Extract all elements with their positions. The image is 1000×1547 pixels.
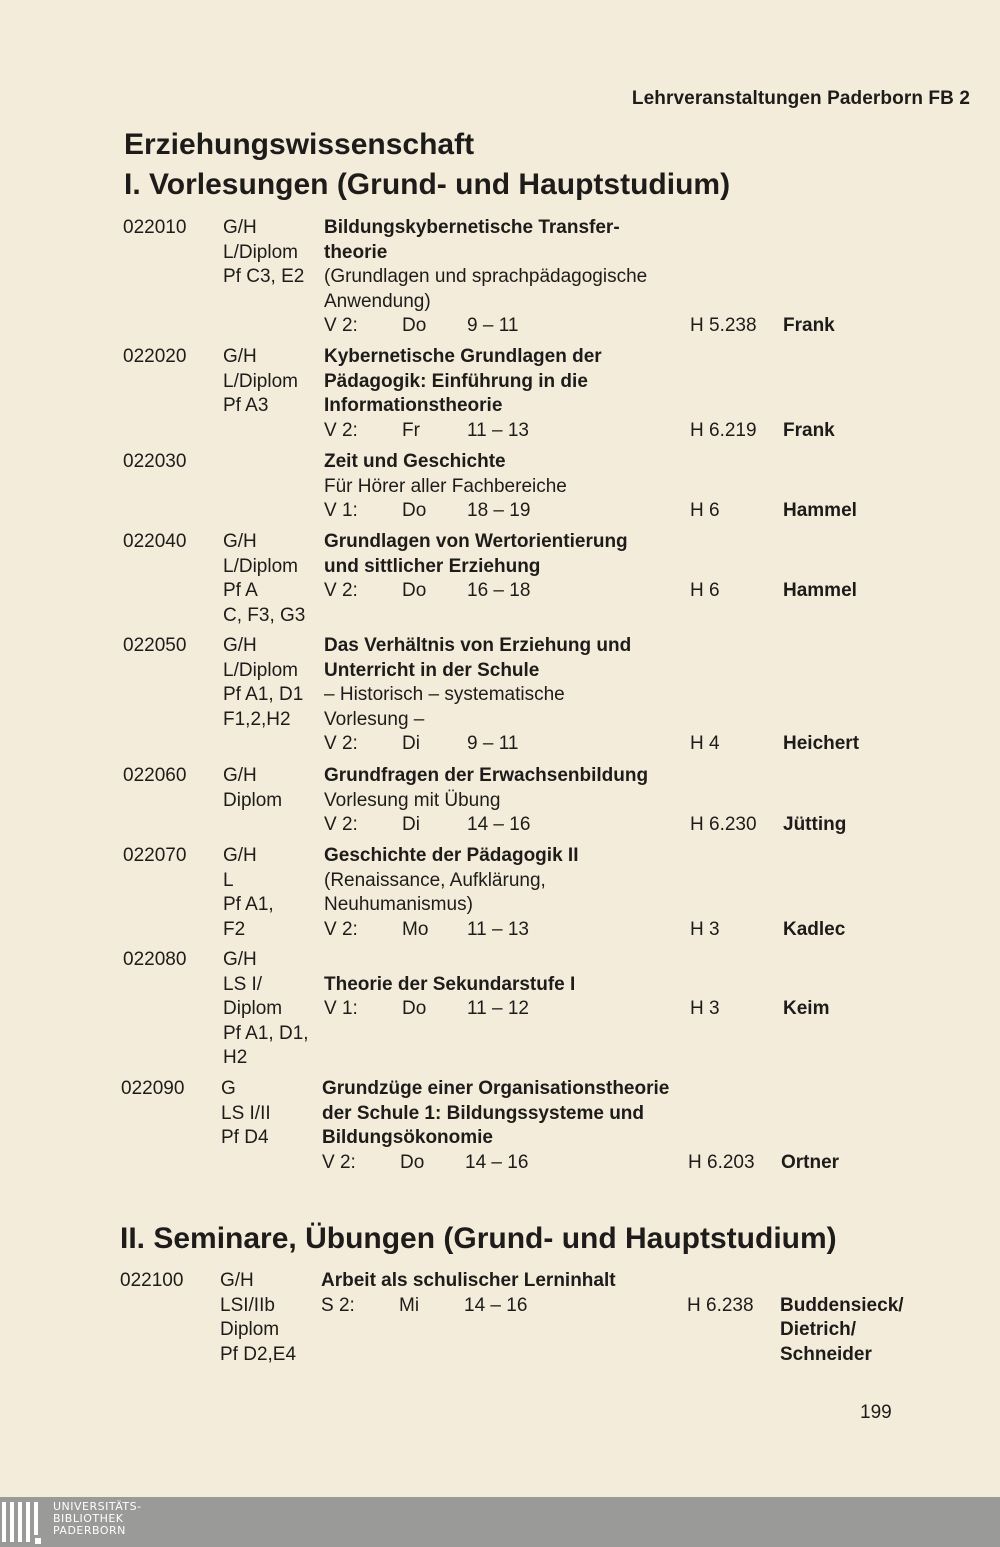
course-group: L/Diplom bbox=[223, 370, 298, 392]
course-lecturer: Dietrich/ bbox=[780, 1319, 857, 1341]
course-group: Diplom bbox=[223, 789, 283, 811]
course-group: L bbox=[223, 869, 234, 891]
logo-line: BIBLIOTHEK bbox=[53, 1512, 124, 1525]
section-title-lectures: I. Vorlesungen (Grund- und Hauptstudium) bbox=[124, 168, 731, 201]
course-day: Do bbox=[402, 580, 427, 602]
course-room: H 6 bbox=[690, 500, 720, 522]
course-line bbox=[0, 997, 1000, 1022]
course-line bbox=[0, 1151, 998, 1176]
course-group: G/H bbox=[223, 765, 257, 786]
course-lecturer: Jütting bbox=[783, 814, 847, 836]
course-group: G/H bbox=[223, 217, 257, 238]
course-lecturer: Heichert bbox=[783, 733, 860, 755]
course-title: Bildungsökonomie bbox=[322, 1127, 493, 1149]
course-group: L/Diplom bbox=[223, 659, 298, 681]
course-entry bbox=[0, 450, 1000, 524]
course-room: H 6.230 bbox=[690, 814, 757, 836]
course-title: Grundlagen von Wertorientierung bbox=[324, 531, 628, 552]
course-title: Bildungskybernetische Transfer- bbox=[324, 217, 620, 238]
course-line bbox=[0, 1294, 997, 1319]
course-group: G bbox=[221, 1078, 236, 1099]
course-entry bbox=[0, 844, 1000, 942]
course-day: Do bbox=[402, 500, 427, 522]
course-line bbox=[0, 948, 1000, 973]
course-line bbox=[0, 634, 1000, 659]
course-time: 9 – 11 bbox=[467, 733, 519, 755]
course-time: 18 – 19 bbox=[467, 500, 531, 522]
course-line bbox=[0, 683, 1000, 708]
course-line bbox=[0, 419, 1000, 444]
course-number: 022100 bbox=[120, 1270, 184, 1291]
course-day: Fr bbox=[402, 419, 420, 441]
course-room: H 6 bbox=[690, 580, 720, 602]
course-room: H 6.219 bbox=[690, 419, 757, 441]
course-day: Mi bbox=[399, 1294, 420, 1316]
course-note: (Grundlagen und sprachpädagogische bbox=[324, 266, 648, 288]
section-title-seminars: II. Seminare, Übungen (Grund- und Hauptstudium) bbox=[120, 1222, 837, 1255]
course-line bbox=[0, 764, 1000, 789]
course-day: Do bbox=[402, 315, 427, 337]
course-line bbox=[0, 973, 1000, 998]
course-line bbox=[0, 604, 1000, 629]
course-line bbox=[0, 1126, 998, 1151]
course-group: C, F3, G3 bbox=[223, 604, 306, 626]
course-entry bbox=[0, 1077, 998, 1175]
course-type: V 2: bbox=[324, 315, 358, 337]
course-room: H 3 bbox=[690, 998, 720, 1020]
course-line bbox=[0, 579, 1000, 604]
course-time: 16 – 18 bbox=[467, 580, 531, 602]
course-title: Theorie der Sekundarstufe I bbox=[324, 973, 576, 995]
course-type: V 2: bbox=[324, 419, 358, 441]
course-group: Pf A1, bbox=[223, 894, 274, 916]
course-group: F1,2,H2 bbox=[223, 708, 291, 730]
course-number: 022090 bbox=[121, 1078, 185, 1099]
course-group: Pf A bbox=[223, 580, 258, 602]
course-group: G/H bbox=[223, 531, 257, 552]
course-time: 14 – 16 bbox=[464, 1294, 528, 1316]
course-line bbox=[0, 659, 1000, 684]
course-number: 022080 bbox=[123, 949, 187, 970]
course-group: Pf D2,E4 bbox=[220, 1343, 297, 1365]
course-line bbox=[0, 290, 1000, 315]
course-type: V 2: bbox=[324, 580, 358, 602]
course-lecturer: Keim bbox=[783, 998, 830, 1020]
course-line bbox=[0, 1022, 1000, 1047]
course-type: V 2: bbox=[322, 1151, 356, 1173]
course-group: Pf A1, D1 bbox=[223, 684, 304, 706]
course-note: Anwendung) bbox=[324, 290, 431, 312]
course-title: und sittlicher Erziehung bbox=[324, 555, 541, 577]
course-line bbox=[0, 345, 1000, 370]
course-group: Pf C3, E2 bbox=[223, 266, 305, 288]
course-day: Do bbox=[402, 998, 427, 1020]
course-group: L/Diplom bbox=[223, 241, 298, 263]
course-group: LSI/IIb bbox=[220, 1294, 275, 1316]
course-group: G/H bbox=[220, 1270, 254, 1291]
course-type: V 1: bbox=[324, 500, 358, 522]
page-number: 199 bbox=[860, 1402, 892, 1423]
course-type: V 2: bbox=[324, 733, 358, 755]
course-note: Neuhumanismus) bbox=[324, 894, 473, 916]
course-note: Für Hörer aller Fachbereiche bbox=[324, 475, 567, 497]
course-line bbox=[0, 1046, 1000, 1071]
library-logo-icon bbox=[0, 1500, 48, 1546]
course-line bbox=[0, 450, 1000, 475]
course-line bbox=[0, 893, 1000, 918]
course-line bbox=[0, 1318, 997, 1343]
course-group: LS I/II bbox=[221, 1102, 271, 1124]
course-title: theorie bbox=[324, 241, 388, 263]
course-title: Das Verhältnis von Erziehung und bbox=[324, 635, 632, 656]
course-note: (Renaissance, Aufklärung, bbox=[324, 869, 546, 891]
course-title: Geschichte der Pädagogik II bbox=[324, 845, 579, 866]
course-time: 11 – 13 bbox=[467, 419, 529, 441]
course-group: L/Diplom bbox=[223, 555, 298, 577]
course-type: V 2: bbox=[324, 918, 358, 940]
course-room: H 3 bbox=[690, 918, 720, 940]
course-lecturer: Buddensieck/ bbox=[780, 1294, 904, 1316]
course-group: G/H bbox=[223, 949, 257, 970]
course-number: 022010 bbox=[123, 217, 187, 238]
course-line bbox=[0, 813, 1000, 838]
course-lecturer: Frank bbox=[783, 419, 835, 441]
course-room: H 6.238 bbox=[687, 1294, 754, 1316]
course-title: Zeit und Geschichte bbox=[324, 451, 506, 472]
course-line bbox=[0, 216, 1000, 241]
course-group: G/H bbox=[223, 346, 257, 367]
course-line bbox=[0, 844, 1000, 869]
course-group: Diplom bbox=[220, 1319, 280, 1341]
course-title: Pädagogik: Einführung in die bbox=[324, 370, 588, 392]
course-line bbox=[0, 1077, 998, 1102]
course-group: G/H bbox=[223, 635, 257, 656]
course-line bbox=[0, 789, 1000, 814]
course-type: V 2: bbox=[324, 814, 358, 836]
course-time: 14 – 16 bbox=[465, 1151, 529, 1173]
course-lecturer: Schneider bbox=[780, 1343, 872, 1365]
course-line bbox=[0, 918, 1000, 943]
course-room: H 6.203 bbox=[688, 1151, 755, 1173]
course-number: 022020 bbox=[123, 346, 187, 367]
course-entry bbox=[0, 948, 1000, 1071]
course-line bbox=[0, 370, 1000, 395]
course-title: Unterricht in der Schule bbox=[324, 659, 540, 681]
course-time: 14 – 16 bbox=[467, 814, 531, 836]
course-entry bbox=[0, 1269, 997, 1367]
course-number: 022060 bbox=[123, 765, 187, 786]
logo-line: PADERBORN bbox=[53, 1524, 126, 1537]
page-title: Erziehungswissenschaft bbox=[124, 128, 475, 161]
course-lecturer: Kadlec bbox=[783, 918, 846, 940]
course-line bbox=[0, 869, 1000, 894]
course-line bbox=[0, 732, 1000, 757]
course-entry bbox=[0, 634, 1000, 757]
course-line bbox=[0, 475, 1000, 500]
course-day: Mo bbox=[402, 918, 429, 940]
course-group: F2 bbox=[223, 918, 246, 940]
course-title: Grundfragen der Erwachsenbildung bbox=[324, 765, 649, 786]
course-type: S 2: bbox=[321, 1294, 355, 1316]
logo-line: UNIVERSITÄTS- bbox=[53, 1500, 142, 1513]
course-group: G/H bbox=[223, 845, 257, 866]
course-entry bbox=[0, 216, 1000, 339]
course-number: 022040 bbox=[123, 531, 187, 552]
course-group: Diplom bbox=[223, 998, 283, 1020]
course-line bbox=[0, 708, 1000, 733]
course-entry bbox=[0, 345, 1000, 443]
course-day: Di bbox=[402, 814, 420, 836]
course-line bbox=[0, 265, 1000, 290]
course-lecturer: Hammel bbox=[783, 580, 857, 602]
course-line bbox=[0, 241, 1000, 266]
course-room: H 5.238 bbox=[690, 315, 757, 337]
course-number: 022050 bbox=[123, 635, 187, 656]
course-line bbox=[0, 314, 1000, 339]
course-time: 11 – 13 bbox=[467, 918, 529, 940]
course-entry bbox=[0, 530, 1000, 628]
course-line bbox=[0, 1343, 997, 1368]
course-day: Di bbox=[402, 733, 420, 755]
course-line bbox=[0, 499, 1000, 524]
course-group: LS I/ bbox=[223, 973, 263, 995]
course-room: H 4 bbox=[690, 733, 720, 755]
course-number: 022030 bbox=[123, 451, 187, 472]
course-group: Pf D4 bbox=[221, 1127, 269, 1149]
course-title: Arbeit als schulischer Lerninhalt bbox=[321, 1270, 616, 1291]
course-time: 11 – 12 bbox=[467, 998, 529, 1020]
course-lecturer: Hammel bbox=[783, 500, 857, 522]
course-line bbox=[0, 1102, 998, 1127]
course-title: Informationstheorie bbox=[324, 395, 503, 417]
course-line bbox=[0, 555, 1000, 580]
course-note: Vorlesung – bbox=[324, 708, 425, 730]
course-entry bbox=[0, 764, 1000, 838]
course-group: Pf A3 bbox=[223, 395, 269, 417]
course-title: der Schule 1: Bildungssysteme und bbox=[322, 1102, 645, 1124]
course-line bbox=[0, 394, 1000, 419]
running-head: Lehrveranstaltungen Paderborn FB 2 bbox=[631, 88, 970, 109]
course-number: 022070 bbox=[123, 845, 187, 866]
course-title: Kybernetische Grundlagen der bbox=[324, 346, 602, 367]
course-line bbox=[0, 1269, 997, 1294]
library-footer bbox=[0, 1497, 1000, 1547]
course-day: Do bbox=[400, 1151, 425, 1173]
course-lecturer: Frank bbox=[783, 315, 835, 337]
course-type: V 1: bbox=[324, 998, 358, 1020]
course-time: 9 – 11 bbox=[467, 315, 519, 337]
course-lecturer: Ortner bbox=[781, 1151, 840, 1173]
course-note: – Historisch – systematische bbox=[324, 684, 565, 706]
course-line bbox=[0, 530, 1000, 555]
course-group: Pf A1, D1, bbox=[223, 1022, 309, 1044]
course-group: H2 bbox=[223, 1047, 248, 1069]
course-note: Vorlesung mit Übung bbox=[324, 789, 501, 811]
library-logo-text bbox=[53, 1501, 142, 1537]
course-title: Grundzüge einer Organisationstheorie bbox=[322, 1078, 670, 1099]
